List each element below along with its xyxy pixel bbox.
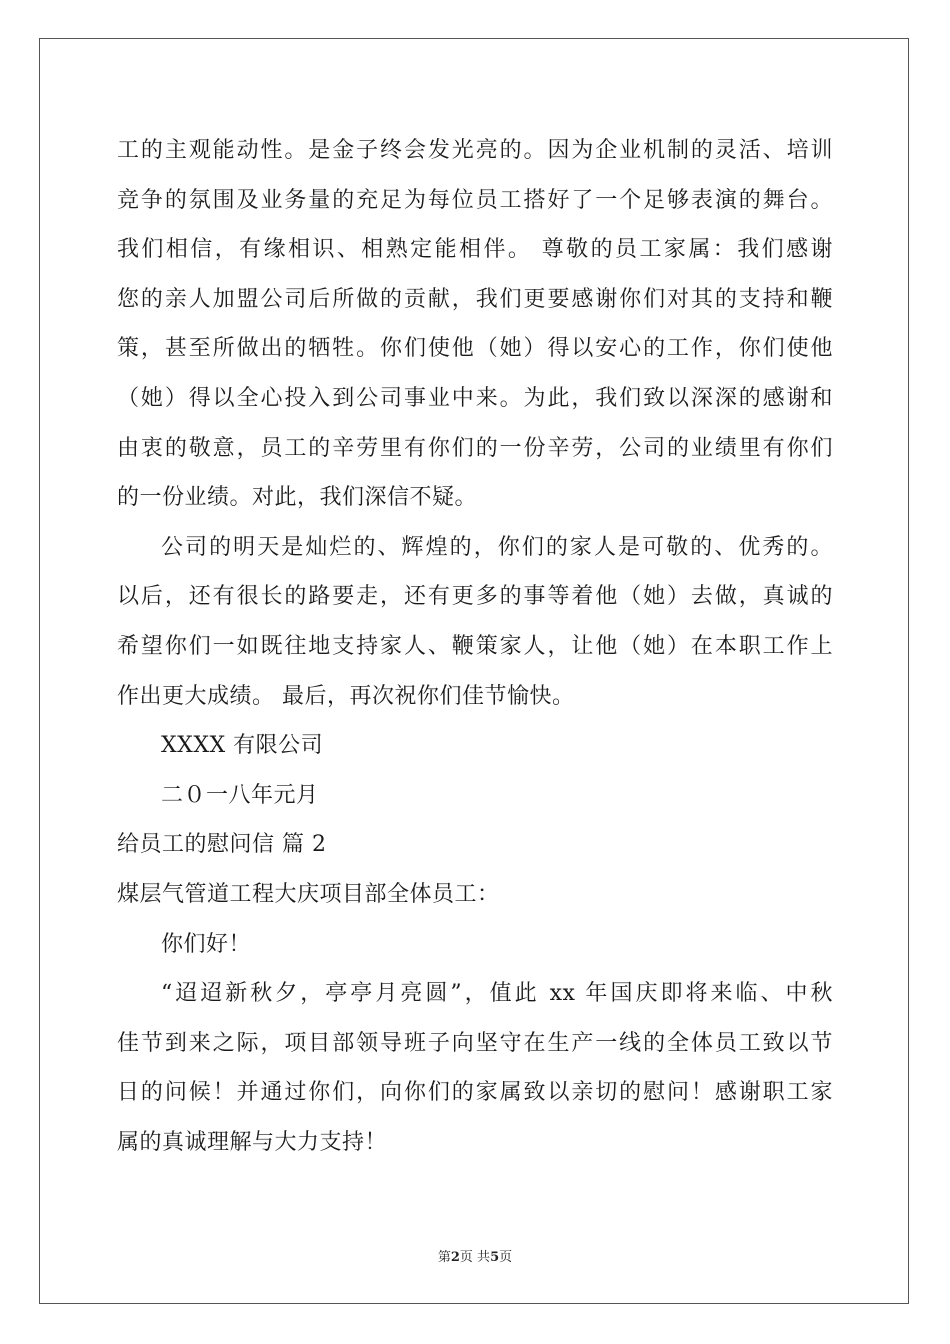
page-label-prefix: 第 <box>437 1250 451 1265</box>
document-body <box>117 126 833 1167</box>
salutation: 煤层气管道工程大庆项目部全体员工： <box>117 881 500 907</box>
body-line: 日的问候！并通过你们，向你们的家属致以亲切的慰问！感谢职工家 <box>117 1080 833 1106</box>
body-line: 竞争的氛围及业务量的充足为每位员工搭好了一个足够表演的舞台。 <box>117 187 833 213</box>
body-line: 作出更大成绩。 最后，再次祝你们佳节愉快。 <box>117 683 575 709</box>
total-page-number: 5 <box>490 1250 500 1265</box>
body-line: “迢迢新秋夕，亭亭月亮圆”，值此 xx 年国庆即将来临、中秋 <box>161 981 833 1007</box>
body-line: 公司的明天是灿烂的、辉煌的，你们的家人是可敬的、优秀的。 <box>161 534 833 560</box>
signature-date: 二０一八年元月 <box>161 782 319 808</box>
page-label-middle: 页 共 <box>459 1250 491 1265</box>
body-line: 策，甚至所做出的牺牲。你们使他（她）得以安心的工作，你们使他 <box>117 336 833 362</box>
body-line: 希望你们一如既往地支持家人、鞭策家人，让他（她）在本职工作上 <box>117 633 833 659</box>
current-page-number: 2 <box>450 1250 460 1265</box>
body-line: 您的亲人加盟公司后所做的贡献，我们更要感谢你们对其的支持和鞭 <box>117 286 833 312</box>
body-line: （她）得以全心投入到公司事业中来。为此，我们致以深深的感谢和 <box>117 385 833 411</box>
body-line: 我们相信，有缘相识、相熟定能相伴。 尊敬的员工家属：我们感谢 <box>117 237 833 263</box>
signature-company: XXXX 有限公司 <box>161 733 324 759</box>
body-line: 工的主观能动性。是金子终会发光亮的。因为企业机制的灵活、培训 <box>117 138 833 163</box>
greeting: 你们好！ <box>161 931 252 957</box>
page-footer <box>0 1246 950 1265</box>
body-line: 以后，还有很长的路要走，还有更多的事等着他（她）去做，真诚的 <box>117 584 833 610</box>
page-label-suffix: 页 <box>499 1250 513 1265</box>
body-line: 佳节到来之际，项目部领导班子向坚守在生产一线的全体员工致以节 <box>117 1030 833 1056</box>
body-line: 的一份业绩。对此，我们深信不疑。 <box>117 485 478 511</box>
section-heading: 给员工的慰问信 篇 2 <box>117 832 327 858</box>
body-line: 由衷的敬意，员工的辛劳里有你们的一份辛劳，公司的业绩里有你们 <box>117 435 833 461</box>
body-line: 属的真诚理解与大力支持！ <box>117 1129 388 1155</box>
